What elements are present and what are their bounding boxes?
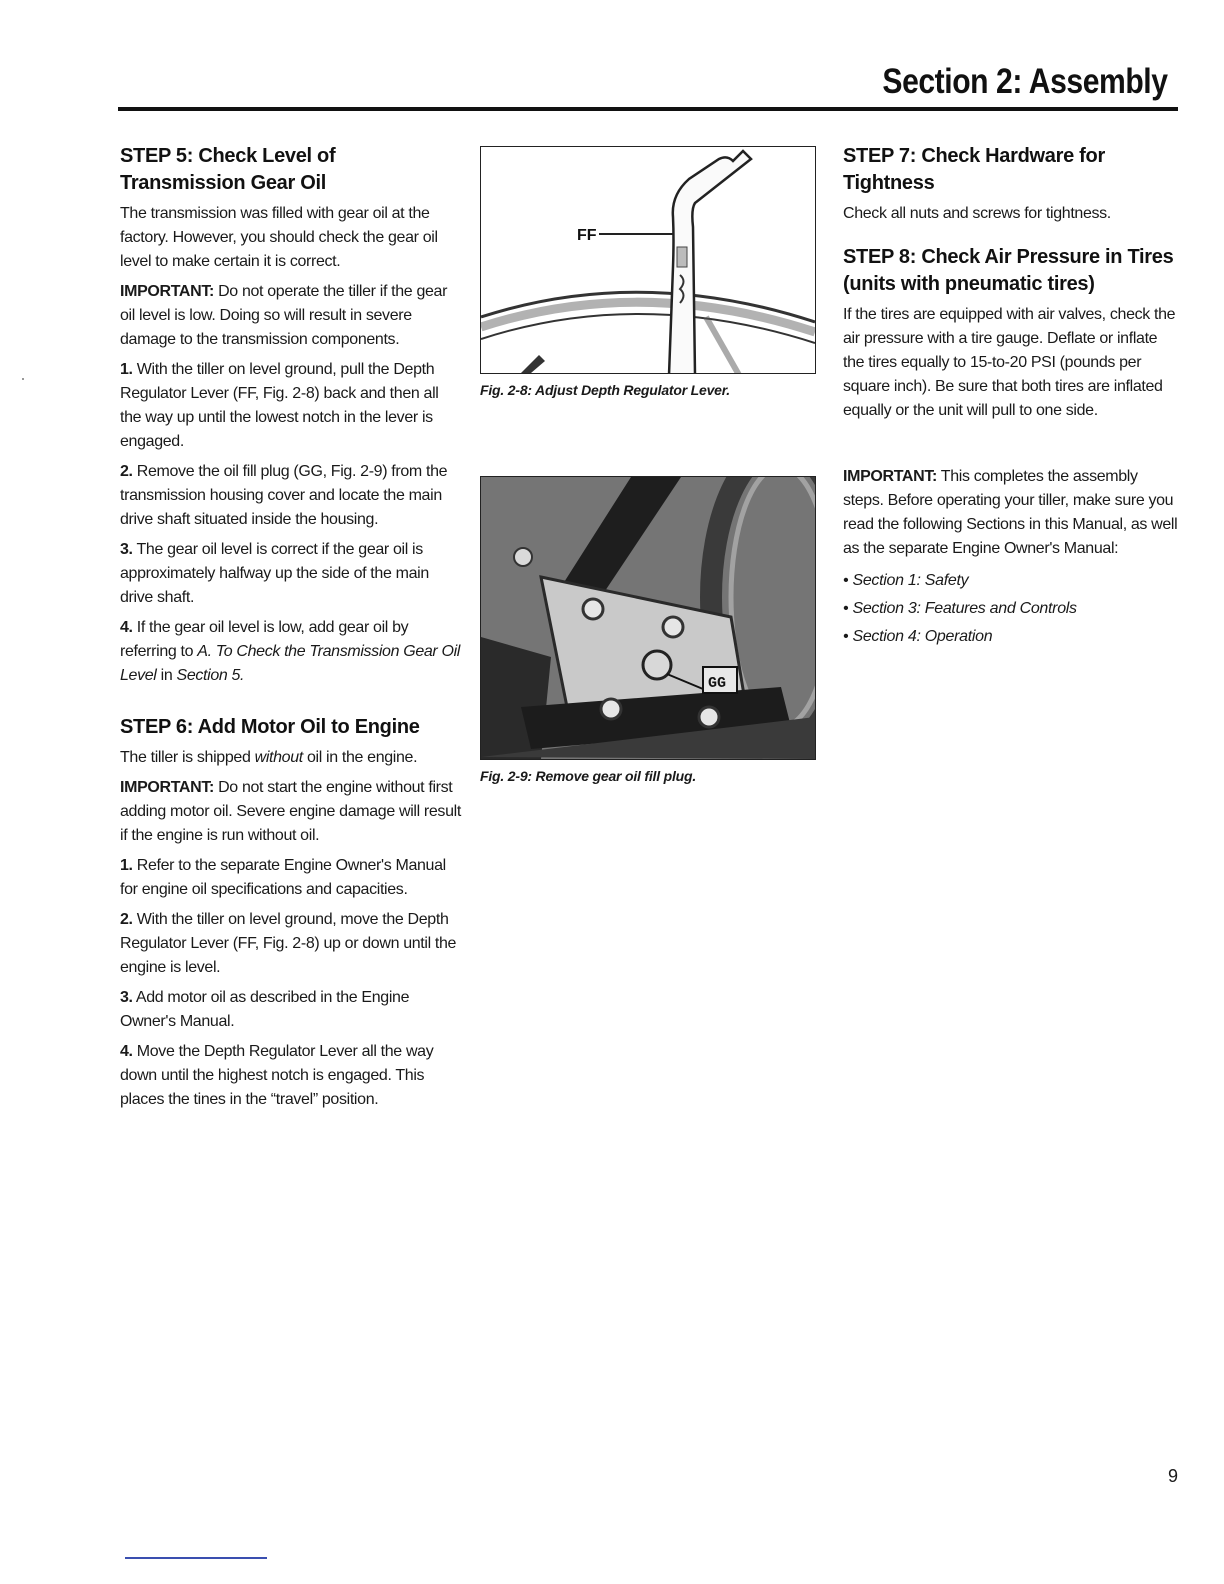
important-text: Do not operate the tiller if the gear oil level is low. Doing so will result in severe damage to the transmission components. xyxy=(120,283,448,348)
depth-regulator-lever-illustration xyxy=(481,147,815,373)
title-rule xyxy=(118,107,1178,111)
emphasis: without xyxy=(254,749,303,766)
item-text: The gear oil level is correct if the gear oil is approximately halfway up the side of the main drive shaft. xyxy=(120,541,429,606)
step6-heading: STEP 6: Add Motor Oil to Engine xyxy=(120,716,420,738)
footer-link-underline[interactable] xyxy=(125,1557,267,1559)
item-text: Refer to the separate Engine Owner's Manual for engine oil specifications and capacities. xyxy=(120,857,446,898)
cross-reference: A. To Check the Transmission Gear Oil Level xyxy=(120,643,460,684)
step5-heading: STEP 5: Check Level of Transmission Gear Oil xyxy=(120,145,336,194)
item-text: If the gear oil level is low, add gear oil by referring to xyxy=(120,619,409,660)
section-list-item: • Section 4: Operation xyxy=(843,628,993,645)
item-text: With the tiller on level ground, pull the Depth Regulator Lever (FF, Fig. 2-8) back and then all the way up until the lowest notch in the lever is engaged. xyxy=(120,361,439,450)
step7-text: Check all nuts and screws for tightness. xyxy=(843,205,1111,222)
item-number: 3. xyxy=(120,541,133,558)
left-column xyxy=(120,143,462,1118)
step7-heading: STEP 7: Check Hardware for Tightness xyxy=(843,145,1105,194)
step5-item-2 xyxy=(120,460,462,532)
important-label: IMPORTANT: xyxy=(120,779,214,796)
right-column xyxy=(843,143,1179,651)
step6-intro xyxy=(120,746,462,770)
step6-item-1 xyxy=(120,854,462,902)
important-text: This completes the assembly steps. Before operating your tiller, make sure you read the following Sections in this Manual, as well as the separate Engine Owner's Manual: xyxy=(843,468,1178,557)
important-text: Do not start the engine without first adding motor oil. Severe engine damage will result if the engine is run without oil. xyxy=(120,779,461,844)
step6-important xyxy=(120,776,462,848)
section-list-item: • Section 1: Safety xyxy=(843,572,969,589)
step6-item-2 xyxy=(120,908,462,980)
figure-2-8-caption: Fig. 2-8: Adjust Depth Regulator Lever. xyxy=(480,382,730,398)
figure-2-9 xyxy=(480,476,816,760)
item-number: 2. xyxy=(120,911,133,928)
step8-text: If the tires are equipped with air valves, check the air pressure with a tire gauge. Deflate or inflate the tires equally to 15-to-20 PSI (pounds per square inch). Be sure that both tires are inflated equally or the unit will pull to one side. xyxy=(843,306,1176,419)
step5-item-1 xyxy=(120,358,462,454)
figure-2-8 xyxy=(480,146,816,374)
section-reference: Section 5. xyxy=(176,667,245,684)
step6-item-3 xyxy=(120,986,462,1034)
section-list xyxy=(843,567,1179,651)
item-number: 1. xyxy=(120,857,133,874)
step5-item-3 xyxy=(120,538,462,610)
section-list-item: • Section 3: Features and Controls xyxy=(843,600,1077,617)
transmission-housing-photo xyxy=(481,477,815,759)
item-number: 4. xyxy=(120,1043,133,1060)
item-number: 4. xyxy=(120,619,133,636)
item-text: Add motor oil as described in the Engine Owner's Manual. xyxy=(120,989,410,1030)
figure-label-gg: GG xyxy=(708,675,727,692)
intro-text: The tiller is shipped xyxy=(120,749,251,766)
intro-text: oil in the engine. xyxy=(306,749,418,766)
step6-item-4 xyxy=(120,1040,462,1112)
item-number: 3. xyxy=(120,989,133,1006)
item-text: Move the Depth Regulator Lever all the way down until the highest notch is engaged. This places the tines in the “travel” position. xyxy=(120,1043,434,1108)
section-title: Section 2: Assembly xyxy=(882,62,1168,101)
figure-column xyxy=(480,146,820,784)
item-text: in xyxy=(160,667,173,684)
step5-intro: The transmission was filled with gear oil at the factory. However, you should check the gear oil level to make certain it is correct. xyxy=(120,205,438,270)
page-number: 9 xyxy=(1167,1466,1178,1486)
figure-2-9-caption: Fig. 2-9: Remove gear oil fill plug. xyxy=(480,768,697,784)
scan-speck xyxy=(22,378,24,380)
step5-item-4 xyxy=(120,616,462,688)
step8-heading: STEP 8: Check Air Pressure in Tires (units with pneumatic tires) xyxy=(843,246,1174,295)
item-text: With the tiller on level ground, move the Depth Regulator Lever (FF, Fig. 2-8) up or down until the engine is level. xyxy=(120,911,457,976)
figure-label-ff: FF xyxy=(577,227,597,244)
item-text: Remove the oil fill plug (GG, Fig. 2-9) from the transmission housing cover and locate the main drive shaft situated inside the housing. xyxy=(120,463,448,528)
important-label: IMPORTANT: xyxy=(120,283,214,300)
step5-important xyxy=(120,280,462,352)
item-number: 1. xyxy=(120,361,133,378)
important-label: IMPORTANT: xyxy=(843,468,937,485)
item-number: 2. xyxy=(120,463,133,480)
closing-important xyxy=(843,465,1179,561)
